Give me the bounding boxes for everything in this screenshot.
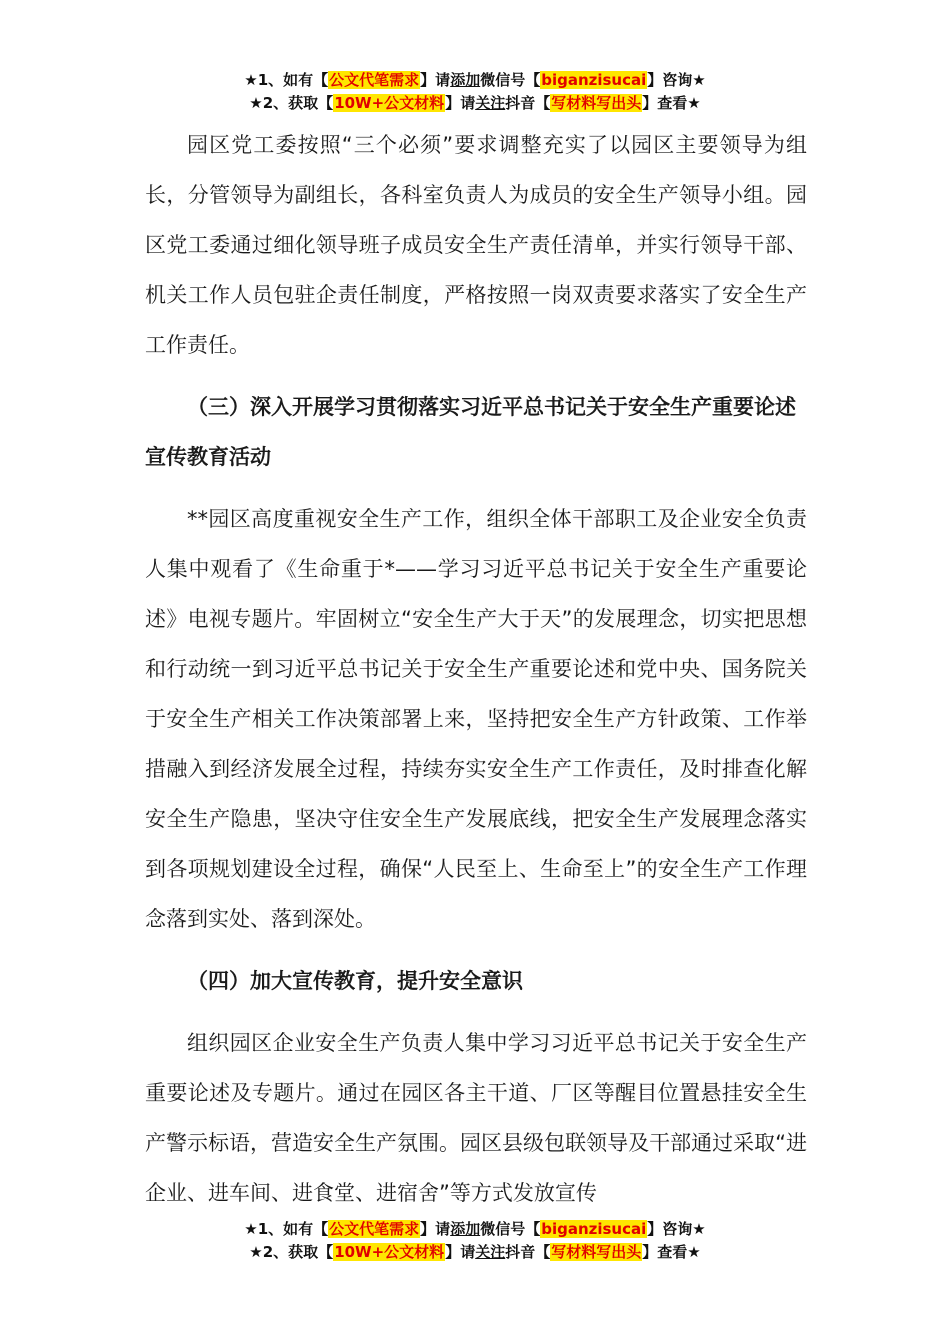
- banner-text: 】咨询★: [647, 71, 706, 89]
- footer-banner: [0, 1218, 950, 1264]
- banner-text: 】咨询★: [647, 1220, 706, 1238]
- banner-underline-text: 关注: [475, 94, 506, 112]
- banner-text: ★2、获取【: [249, 94, 334, 112]
- banner-text: 抖音【: [505, 1243, 551, 1261]
- banner-line-1: [0, 1218, 950, 1241]
- banner-highlight: 写材料写出头: [551, 94, 642, 112]
- banner-line-1: [0, 69, 950, 92]
- paragraph-2: **园区高度重视安全生产工作，组织全体干部职工及企业安全负责人集中观看了《生命重于*——学习习近平总书记关于安全生产重要论述》电视专题片。牢固树立“安全生产大于天”的发展理念，切实把思想和行动统一到习近平总书记关于安全生产重要论述和党中央、国务院关于安全生产相关工作决策部署上来，坚持把安全生产方针政策、工作举措融入到经济发展全过程，持续夯实安全生产工作责任，及时排查化解安全生产隐患，坚决守住安全生产发展底线，把安全生产发展理念落实到各项规划建设全过程，确保“人民至上、生命至上”的安全生产工作理念落到实处、落到深处。: [145, 507, 807, 931]
- banner-highlight: biganzisucai: [541, 71, 647, 89]
- paragraph-1: 园区党工委按照“三个必须”要求调整充实了以园区主要领导为组长，分管领导为副组长，各科室负责人为成员的安全生产领导小组。园区党工委通过细化领导班子成员安全生产责任清单，并实行领导干部、机关工作人员包驻企责任制度，严格按照一岗双责要求落实了安全生产工作责任。: [145, 133, 807, 357]
- banner-text: ★1、如有【: [244, 71, 329, 89]
- banner-underline-text: 添加: [450, 71, 481, 89]
- banner-line-2: [0, 1241, 950, 1264]
- section-heading-3: （三）深入开展学习贯彻落实习近平总书记关于安全生产重要论述宣传教育活动: [145, 395, 796, 469]
- section-heading-4: （四）加大宣传教育，提升安全意识: [187, 969, 523, 993]
- document-body: [145, 120, 807, 1218]
- banner-highlight: 公文代笔需求: [329, 71, 420, 89]
- banner-text: 】请: [445, 94, 476, 112]
- banner-highlight: 写材料写出头: [551, 1243, 642, 1261]
- paragraph-3: 组织园区企业安全生产负责人集中学习习近平总书记关于安全生产重要论述及专题片。通过在园区各主干道、厂区等醒目位置悬挂安全生产警示标语，营造安全生产氛围。园区县级包联领导及干部通过采取“进企业、进车间、进食堂、进宿舍”等方式发放宣传: [145, 1031, 807, 1205]
- banner-text: 】查看★: [642, 94, 701, 112]
- banner-text: 微信号【: [480, 71, 541, 89]
- banner-text: 】请: [420, 1220, 451, 1238]
- banner-text: 】查看★: [642, 1243, 701, 1261]
- banner-text: 】请: [420, 71, 451, 89]
- banner-text: ★2、获取【: [249, 1243, 334, 1261]
- banner-underline-text: 添加: [450, 1220, 481, 1238]
- banner-underline-text: 关注: [475, 1243, 506, 1261]
- banner-highlight: biganzisucai: [541, 1220, 647, 1238]
- header-banner: [0, 69, 950, 115]
- banner-text: 抖音【: [505, 94, 551, 112]
- banner-highlight: 10W+公文材料: [334, 1243, 445, 1261]
- banner-highlight: 公文代笔需求: [329, 1220, 420, 1238]
- banner-text: 微信号【: [480, 1220, 541, 1238]
- banner-text: ★1、如有【: [244, 1220, 329, 1238]
- banner-highlight: 10W+公文材料: [334, 94, 445, 112]
- banner-line-2: [0, 92, 950, 115]
- banner-text: 】请: [445, 1243, 476, 1261]
